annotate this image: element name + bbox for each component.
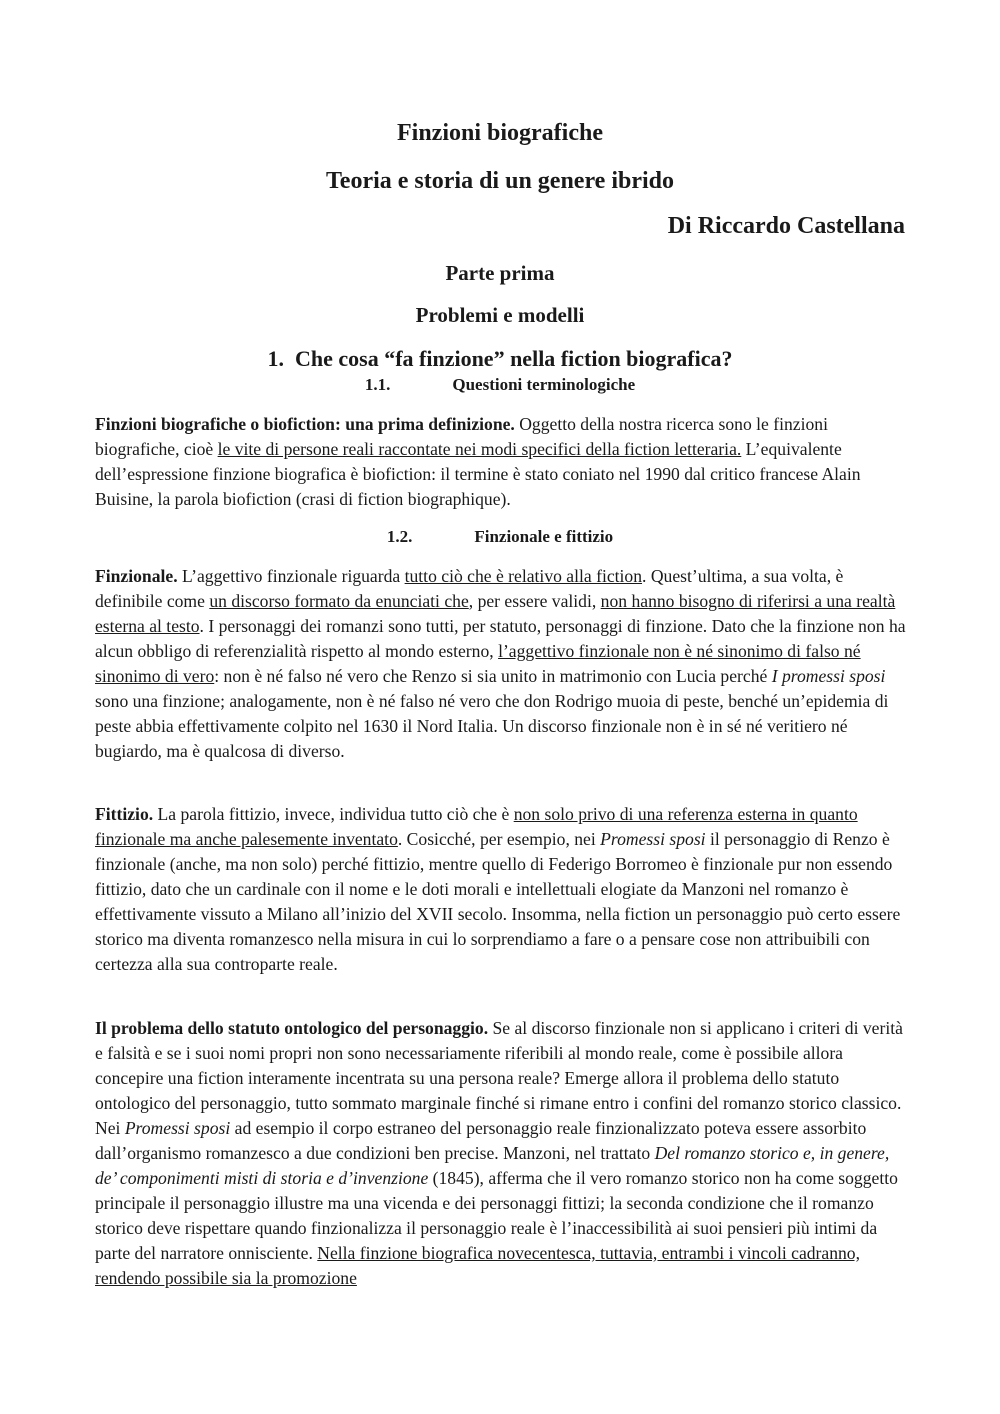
text-run: il personaggio di Renzo è finzionale (anche, ma non solo) perché fittizio, mentre quello di Federigo Borromeo è finzionale pur non essendo fittizio, dato che un cardinale con il nome e le doti morali e intellettuali elogiate da Manzoni nel romanzo è effettivamente vissuto a Milano all’inizio del XVII secolo. Insomma, nella fiction un personaggio può certo essere storico ma diventa romanzesco nella misura in cui lo sorprendiamo a fare o a pensare cose non attribuibili con certezza alla sua controparte reale. [95, 829, 901, 974]
part-heading: Parte prima [445, 261, 555, 285]
text-run: L’equivalente dell’espressione finzione biografica è biofiction: il termine è stato coniato nel 1990 dal critico francese Alain Buisine, la parola biofiction (crasi di fiction biographique). [95, 439, 861, 509]
underlined-text: l’aggettivo finzionale non è né sinonimo di falso né sinonimo di vero [95, 641, 861, 686]
text-run: , per essere validi, [468, 591, 601, 611]
paragraph-finzionale [95, 564, 907, 764]
underlined-text: non solo privo di una referenza esterna in quanto finzionale ma anche palesemente inventato [95, 804, 858, 849]
paragraph-definition [95, 412, 907, 512]
italic-title: Promessi sposi [124, 1118, 231, 1138]
text-run: : non è né falso né vero che Renzo si sia unito in matrimonio con Lucia perché [214, 666, 772, 686]
document-subtitle: Teoria e storia di un genere ibrido [326, 168, 674, 194]
text-run: (1845), afferma che il vero romanzo storico non ha come soggetto principale il personaggio illustre ma una vicenda e dei personaggi fittizi; la seconda condizione che il romanzo storico deve rispettare quando finzionalizza il personaggio reale è l’inaccessibilità ai suoi pensieri più intimi da parte del narratore onnisciente. [95, 1168, 898, 1263]
section-title: Questioni terminologiche [452, 375, 636, 394]
section-heading-1-2 [95, 527, 905, 547]
underlined-text: un discorso formato da enunciati che [209, 591, 469, 611]
text-run: Se al discorso finzionale non si applicano i criteri di verità e falsità e se i suoi nomi propri non sono necessariamente riferibili al mondo reale, come è possibile allora concepire una fiction interamente incentrata su una persona reale? Emerge allora il problema dello statuto ontologico del personaggio, tutto sommato marginale finché si rimane entro i confini del romanzo storico classico. Nei [95, 1018, 903, 1138]
part-subheading: Problemi e modelli [415, 303, 585, 327]
section-heading-1-1 [95, 375, 905, 395]
section-title: Finzionale e fittizio [474, 527, 614, 546]
underlined-text: non hanno bisogno di riferirsi a una realtà esterna al testo [95, 591, 896, 636]
section-number: 1.1. [364, 375, 391, 394]
paragraph-statuto-ontologico [95, 1016, 907, 1291]
italic-title: Promessi sposi [600, 829, 706, 849]
italic-title: Del romanzo storico e, in genere, de’ componimenti misti di storia e d’invenzione [95, 1143, 890, 1188]
text-run: La parola fittizio, invece, individua tutto ciò che è [153, 804, 514, 824]
paragraph-lead: Finzioni biografiche o biofiction: una prima definizione. [95, 414, 515, 434]
paragraph-lead: Il problema dello statuto ontologico del personaggio. [95, 1018, 489, 1038]
text-run: L’aggettivo finzionale riguarda [177, 566, 405, 586]
underlined-text: le vite di persone reali raccontate nei modi specifici della fiction letteraria. [217, 439, 742, 459]
document-title: Finzioni biografiche [397, 120, 603, 146]
text-run: sono una finzione; analogamente, non è né falso né vero che don Rodrigo muoia di peste, benché un’epidemia di peste abbia effettivamente colpito nel 1630 il Nord Italia. Un discorso finzionale non è in sé né veritiero né bugiardo, ma è qualcosa di diverso. [95, 691, 889, 761]
underlined-text: Nella finzione biografica novecentesca, tuttavia, entrambi i vincoli cadranno, rendendo possibile sia la promozione [95, 1243, 861, 1288]
section-number: 1.2. [386, 527, 413, 546]
text-run: ad esempio il corpo estraneo del personaggio reale finzionalizzato poteva essere assorbito dall’organismo romanzesco a due condizioni ben precise. Manzoni, nel trattato [95, 1118, 867, 1163]
chapter-number: 1. [267, 346, 284, 371]
italic-title: I promessi sposi [771, 666, 886, 686]
text-run: Oggetto della nostra ricerca sono le finzioni biografiche, cioè [95, 414, 828, 459]
text-run: . Cosicché, per esempio, nei [397, 829, 601, 849]
paragraph-lead: Fittizio. [95, 804, 154, 824]
paragraph-fittizio [95, 802, 907, 977]
underlined-text: tutto ciò che è relativo alla fiction [404, 566, 643, 586]
paragraph-lead: Finzionale. [95, 566, 178, 586]
chapter-title: Che cosa “fa finzione” nella fiction biografica? [294, 346, 733, 371]
text-run: . Quest’ultima, a sua volta, è definibile come [95, 566, 844, 611]
text-run: . I personaggi dei romanzi sono tutti, per statuto, personaggi di finzione. Dato che la finzione non ha alcun obbligo di referenzialità rispetto al mondo esterno, [95, 616, 906, 661]
author-line: Di Riccardo Castellana [667, 213, 905, 239]
chapter-heading [95, 346, 905, 372]
